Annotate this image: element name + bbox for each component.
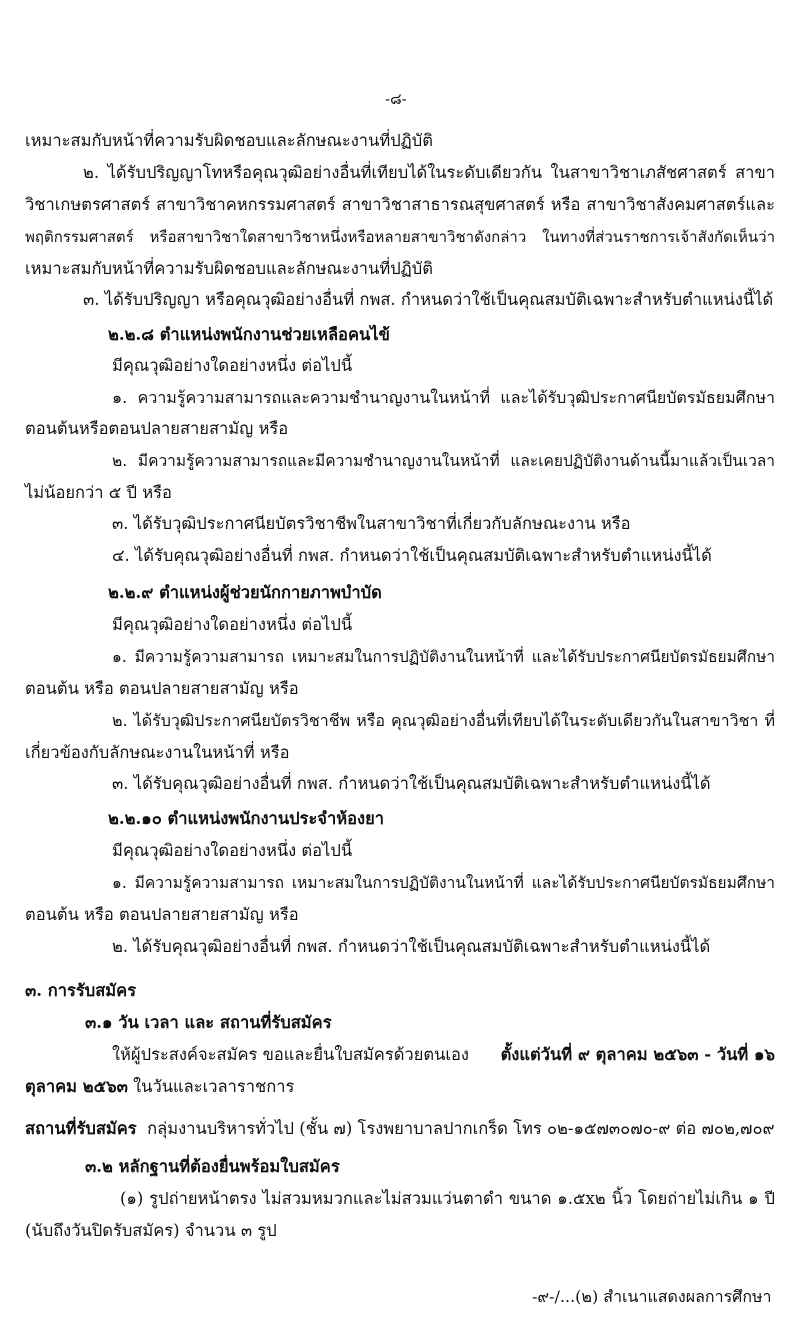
- text-line: ไม่น้อยกว่า ๕ ปี หรือ: [25, 483, 172, 502]
- text-line: [25, 1076, 294, 1098]
- footer-continuation: -๙-/...(๒) สำเนาแสดงผลการศึกษา: [532, 1287, 772, 1306]
- text-line: [25, 1118, 775, 1140]
- text-segment: ให้ผู้ประสงค์จะสมัคร ขอและยื่นใบสมัครด้วยตนเอง: [112, 1045, 469, 1064]
- subsection-heading: ๓.๑ วัน เวลา และ สถานที่รับสมัคร: [85, 1013, 332, 1032]
- text-line: ๓. ได้รับปริญญา หรือคุณวุฒิอย่างอื่นที่ กพส. กำหนดว่าใช้เป็นคุณสมบัติเฉพาะสำหรับตำแหน่งนี้ได้: [83, 290, 774, 309]
- text-line: (๑) รูปถ่ายหน้าตรง ไม่สวมหมวกและไม่สวมแว่นตาดำ ขนาด ๑.๕x๒ นิ้ว โดยถ่ายไม่เกิน ๑ ปี: [120, 1189, 775, 1208]
- text-line: เกี่ยวข้องกับลักษณะงานในหน้าที่ หรือ: [25, 743, 290, 762]
- place-value: กลุ่มงานบริหารทั่วไป (ชั้น ๗) โรงพยาบาลปากเกร็ด โทร ๐๒-๑๕๗๓๐๗๐-๙ ต่อ ๗๐๒,๗๐๙: [147, 1119, 775, 1138]
- text-line: เหมาะสมกับหน้าที่ความรับผิดชอบและลักษณะงานที่ปฏิบัติ: [25, 131, 433, 150]
- text-line: ๑. ความรู้ความสามารถและความชำนาญงานในหน้าที่ และได้รับวุฒิประกาศนียบัตรมัธยมศึกษา: [112, 388, 775, 407]
- text-line: ๓. ได้รับคุณวุฒิอย่างอื่นที่ กพส. กำหนดว่าใช้เป็นคุณสมบัติเฉพาะสำหรับตำแหน่งนี้ได้: [112, 774, 711, 793]
- text-line: วิชาเกษตรศาสตร์ สาขาวิชาคหกรรมศาสตร์ สาขาวิชาสาธารณสุขศาสตร์ หรือ สาขาวิชาสังคมศาสตร์และ: [25, 195, 775, 214]
- text-line: ๔. ได้รับคุณวุฒิอย่างอื่นที่ กพส. กำหนดว่าใช้เป็นคุณสมบัติเฉพาะสำหรับตำแหน่งนี้ได้: [112, 546, 712, 565]
- subsection-heading: ๓.๒ หลักฐานที่ต้องยื่นพร้อมใบสมัคร: [85, 1157, 340, 1176]
- text-line: พฤติกรรมศาสตร์ หรือสาขาวิชาใดสาขาวิชาหนึ่งหรือหลายสาขาวิชาดังกล่าว ในทางที่ส่วนราชการเจ้าสังกัดเห็นว่า: [25, 228, 775, 246]
- section-heading: ๒.๒.๙ ตำแหน่งผู้ช่วยนักกายภาพบำบัด: [108, 583, 382, 602]
- text-line: มีคุณวุฒิอย่างใดอย่างหนึ่ง ต่อไปนี้: [112, 356, 353, 375]
- text-line: ๑. มีความรู้ความสามารถ เหมาะสมในการปฏิบัติงานในหน้าที่ และได้รับประกาศนียบัตรมัธยมศึกษา: [112, 648, 775, 666]
- text-line: ๒. ได้รับปริญญาโทหรือคุณวุฒิอย่างอื่นที่เทียบได้ในระดับเดียวกัน ในสาขาวิชาเภสัชศาสตร์ สาขา: [83, 163, 775, 182]
- text-line: ๓. ได้รับวุฒิประกาศนียบัตรวิชาชีพในสาขาวิชาที่เกี่ยวกับลักษณะงาน หรือ: [112, 514, 631, 533]
- text-line: มีคุณวุฒิอย่างใดอย่างหนึ่ง ต่อไปนี้: [112, 841, 353, 860]
- page-number: -๘-: [385, 90, 407, 108]
- date-range: ตั้งแต่วันที่ ๙ ตุลาคม ๒๕๖๓ - วันที่ ๑๖: [500, 1045, 775, 1064]
- date-end: ตุลาคม ๒๕๖๓: [25, 1077, 128, 1096]
- section-heading: ๒.๒.๘ ตำแหน่งพนักงานช่วยเหลือคนไข้: [108, 325, 390, 344]
- text-line: มีคุณวุฒิอย่างใดอย่างหนึ่ง ต่อไปนี้: [112, 615, 353, 634]
- text-line: ๒. ได้รับคุณวุฒิอย่างอื่นที่ กพส. กำหนดว่าใช้เป็นคุณสมบัติเฉพาะสำหรับตำแหน่งนี้ได้: [112, 937, 711, 956]
- text-line: ตอนต้น หรือ ตอนปลายสายสามัญ หรือ: [25, 679, 299, 698]
- text-line: [112, 1044, 775, 1066]
- text-line: ตอนต้น หรือ ตอนปลายสายสามัญ หรือ: [25, 905, 299, 924]
- section-heading: ๓. การรับสมัคร: [25, 981, 137, 1000]
- section-heading: ๒.๒.๑๐ ตำแหน่งพนักงานประจำห้องยา: [108, 809, 385, 828]
- place-label: สถานที่รับสมัคร: [25, 1119, 137, 1138]
- text-line: ๒. มีความรู้ความสามารถและมีความชำนาญงานในหน้าที่ และเคยปฏิบัติงานด้านนี้มาแล้วเป็นเวลา: [112, 452, 775, 470]
- text-line: ตอนต้นหรือตอนปลายสายสามัญ หรือ: [25, 419, 289, 438]
- text-line: ๑. มีความรู้ความสามารถ เหมาะสมในการปฏิบัติงานในหน้าที่ และได้รับประกาศนียบัตรมัธยมศึกษา: [112, 874, 775, 892]
- text-line: (นับถึงวันปิดรับสมัคร) จำนวน ๓ รูป: [25, 1221, 277, 1240]
- text-line: เหมาะสมกับหน้าที่ความรับผิดชอบและลักษณะงานที่ปฏิบัติ: [25, 259, 433, 278]
- text-segment: ในวันและเวลาราชการ: [133, 1077, 295, 1096]
- text-line: ๒. ได้รับวุฒิประกาศนียบัตรวิชาชีพ หรือ คุณวุฒิอย่างอื่นที่เทียบได้ในระดับเดียวกันในสาขาวิชา ที่: [112, 711, 775, 730]
